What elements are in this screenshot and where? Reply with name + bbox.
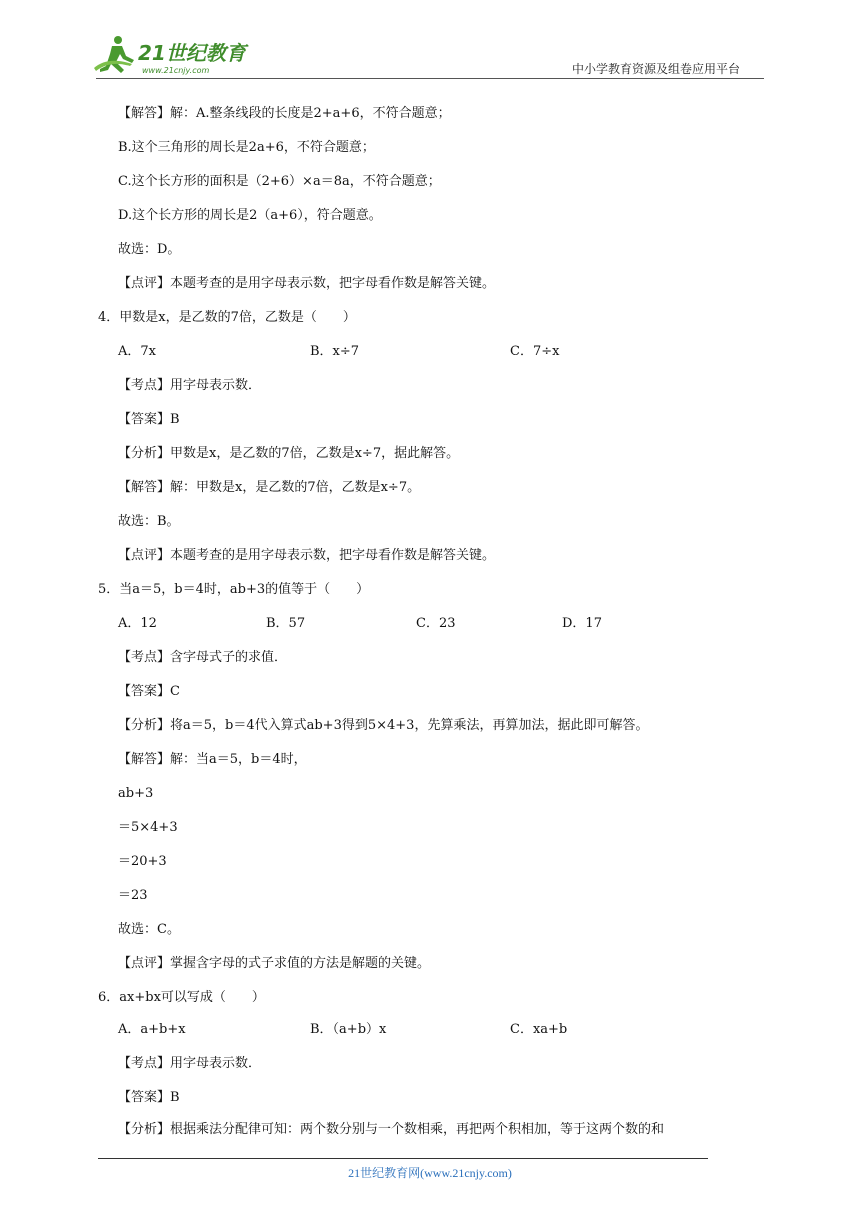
- svg-text:www.21cnjy.com: www.21cnjy.com: [142, 66, 210, 75]
- footer-divider: [98, 1158, 708, 1159]
- text-line: 故选：B。: [118, 514, 180, 529]
- option-a: A．7x: [118, 344, 156, 359]
- text-line: 【分析】根据乘法分配律可知：两个数分别与一个数相乘，再把两个积相加，等于这两个数的和: [118, 1122, 665, 1137]
- text-line: B.这个三角形的周长是2a+6，不符合题意；: [118, 140, 375, 155]
- text-line: 【考点】用字母表示数．: [118, 1056, 262, 1071]
- option-b: B．57: [266, 616, 306, 631]
- option-c: C．7÷x: [510, 344, 560, 359]
- text-line: 【考点】含字母式子的求值．: [118, 650, 288, 665]
- text-line: 【考点】用字母表示数．: [118, 378, 262, 393]
- page-header: [0, 0, 860, 80]
- runner-icon: [94, 36, 134, 73]
- text-line: 【点评】本题考查的是用字母表示数，把字母看作数是解答关键。: [118, 548, 496, 563]
- question-4-stem: 4．甲数是x，是乙数的7倍，乙数是（ ）: [98, 310, 356, 325]
- text-line: 【答案】B: [118, 412, 180, 427]
- text-line: 【点评】掌握含字母的式子求值的方法是解题的关键。: [118, 956, 431, 971]
- question-5-stem: 5．当a＝5，b＝4时，ab+3的值等于（ ）: [98, 582, 370, 597]
- option-b: B．（a+b）x: [310, 1022, 387, 1037]
- header-divider: [96, 78, 764, 79]
- text-line: 【解答】解：当a＝5，b＝4时，: [118, 752, 307, 767]
- header-platform-title: 中小学教育资源及组卷应用平台: [572, 62, 741, 76]
- question-6-stem: 6．ax+bx可以写成（ ）: [98, 990, 265, 1005]
- text-line: 【分析】将a＝5，b＝4代入算式ab+3得到5×4+3，先算乘法，再算加法，据此即可解答。: [118, 718, 649, 733]
- text-line: 【解答】解：甲数是x，是乙数的7倍，乙数是x÷7。: [118, 480, 421, 495]
- text-line: 【答案】B: [118, 1090, 180, 1105]
- text-line: D.这个长方形的周长是2（a+6），符合题意。: [118, 208, 382, 223]
- page-footer: 21世纪教育网(www.21cnjy.com): [348, 1166, 512, 1180]
- text-line: 【点评】本题考查的是用字母表示数，把字母看作数是解答关键。: [118, 276, 496, 291]
- text-line: ＝23: [118, 888, 148, 903]
- text-line: 故选：C。: [118, 922, 180, 937]
- svg-text:21世纪教育: 21世纪教育: [138, 41, 246, 65]
- option-a: A．a+b+x: [118, 1022, 186, 1037]
- text-line: ab+3: [118, 786, 154, 801]
- text-line: 故选：D。: [118, 242, 181, 257]
- text-line: ＝20+3: [118, 854, 167, 869]
- text-line: 【分析】甲数是x，是乙数的7倍，乙数是x÷7，据此解答。: [118, 446, 460, 461]
- text-line: 【解答】解：A.整条线段的长度是2+a+6，不符合题意；: [118, 106, 451, 121]
- option-a: A．12: [118, 616, 157, 631]
- option-d: D．17: [562, 616, 602, 631]
- text-line: 【答案】C: [118, 684, 180, 699]
- option-b: B．x÷7: [310, 344, 360, 359]
- text-line: ＝5×4+3: [118, 820, 178, 835]
- site-logo: [92, 34, 262, 78]
- option-c: C．23: [416, 616, 456, 631]
- text-line: C.这个长方形的面积是（2+6）×a＝8a，不符合题意；: [118, 174, 441, 189]
- option-c: C．xa+b: [510, 1022, 568, 1037]
